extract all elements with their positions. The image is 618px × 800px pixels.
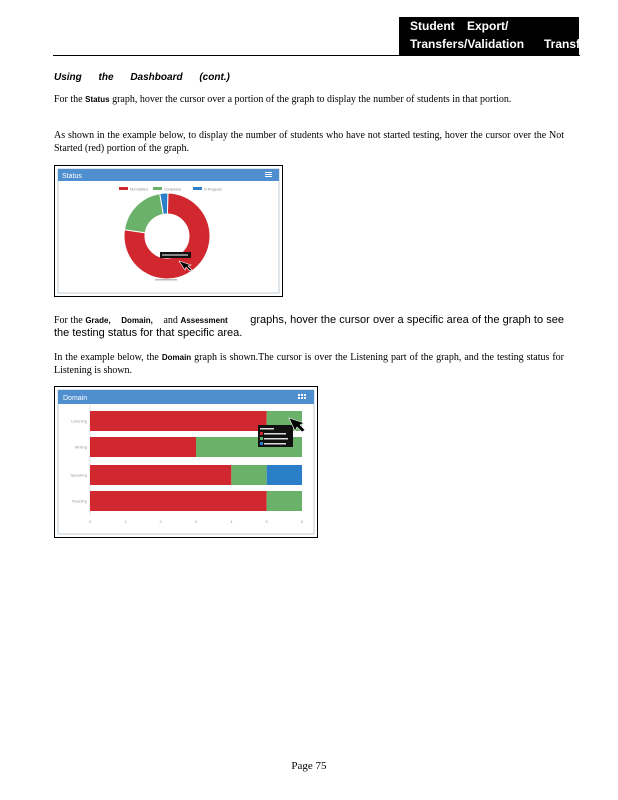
status-panel-title: Status xyxy=(62,173,82,180)
status-panel-header xyxy=(58,169,279,181)
bar-listening-not-started[interactable] xyxy=(90,411,267,431)
legend-swatch-not-started xyxy=(119,187,128,190)
p4-post: graph is shown.The cursor is over the Listening part of the graph, and the testing status for Listening is shown. xyxy=(54,352,565,376)
x-tick-label: 1 xyxy=(124,519,127,524)
header-rule xyxy=(53,55,580,56)
bar-reading-not-started[interactable] xyxy=(90,491,267,511)
x-tick-label: 0 xyxy=(88,519,92,524)
bar-writing-not-started[interactable] xyxy=(90,437,196,457)
x-tick-label: 3 xyxy=(194,519,198,524)
p4-pre: In the example below, the xyxy=(54,352,159,363)
status-legend xyxy=(119,187,222,192)
status-chart xyxy=(55,166,282,296)
bar-speaking-not-started[interactable] xyxy=(90,465,231,485)
header-line1-export: Export/ xyxy=(467,19,509,33)
status-tooltip xyxy=(160,252,191,258)
y-tick-label-speaking: Speaking xyxy=(70,472,87,478)
p1-post: graph, hover the cursor over a portion of the graph to display the number of students in that portion. xyxy=(112,94,512,105)
paragraph-status-intro xyxy=(54,93,564,106)
bar-reading-completed[interactable] xyxy=(267,491,302,511)
hamburger-menu-icon[interactable] xyxy=(265,172,272,177)
legend-swatch-completed xyxy=(153,187,162,190)
p3-post: graphs, hover the cursor over a specific area of the graph to see the testing status for that specific area. xyxy=(54,314,565,339)
p3-grade-term: Grade, xyxy=(85,316,111,325)
running-header xyxy=(399,17,587,55)
x-tick-label: 2 xyxy=(159,519,162,524)
x-tick-label: 5 xyxy=(265,519,268,524)
p3-domain-term: Domain, xyxy=(121,316,153,325)
x-tick-label: 4 xyxy=(230,519,233,524)
legend-label-not-started: Not Started xyxy=(130,187,148,192)
domain-tooltip xyxy=(258,425,293,447)
paragraph-grade-domain-assessment xyxy=(54,314,564,340)
x-tick-label: 6 xyxy=(300,519,304,524)
status-panel-screenshot xyxy=(54,165,283,297)
p3-and: and xyxy=(163,315,178,326)
y-tick-label-listening: Listening xyxy=(70,418,87,424)
header-line2-transfe: Transfe xyxy=(544,37,587,51)
p1-pre: For the xyxy=(54,94,83,105)
p3-assessment-term: Assessment xyxy=(180,316,228,325)
legend-label-completed: Completed xyxy=(164,187,181,192)
page-footer: Page 75 xyxy=(291,760,327,772)
legend-swatch-in-progress xyxy=(193,187,202,190)
domain-panel-header xyxy=(58,390,314,404)
p1-status-term: Status xyxy=(85,95,110,104)
status-caption-line xyxy=(155,279,177,281)
paragraph-status-example: As shown in the example below, to display the number of students who have not started testing, hover the cursor over the Not Started (red) portion of the graph. xyxy=(54,130,564,154)
domain-panel-screenshot xyxy=(54,386,318,538)
bar-speaking-completed[interactable] xyxy=(231,465,266,485)
y-tick-label-reading: Reading xyxy=(72,498,87,504)
legend-label-in-progress: In Progress xyxy=(204,187,222,192)
bar-speaking-in-progress[interactable] xyxy=(267,465,302,485)
domain-chart xyxy=(55,387,317,537)
header-line2-transfers: Transfers/Validation xyxy=(410,37,525,51)
y-tick-label-writing: Writing xyxy=(74,444,87,450)
paragraph-domain-example xyxy=(54,351,564,377)
section-title: Using the Dashboard (cont.) xyxy=(54,72,230,83)
domain-panel-title: Domain xyxy=(63,395,88,402)
header-line1-student: Student xyxy=(410,19,455,33)
p3-pre: For the xyxy=(54,315,83,326)
p4-domain-term: Domain xyxy=(161,353,192,362)
